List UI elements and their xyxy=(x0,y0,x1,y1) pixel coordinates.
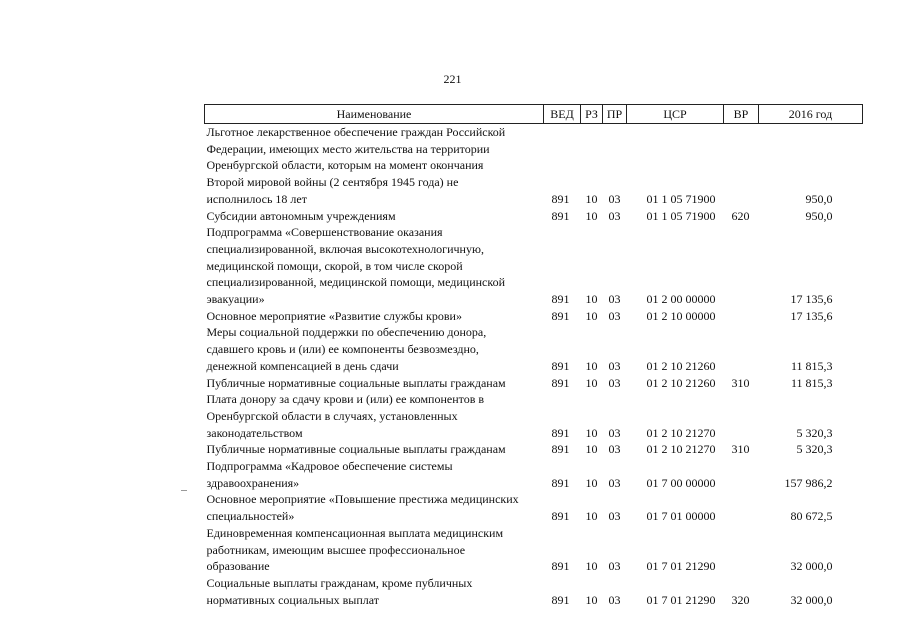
row-vr xyxy=(724,458,759,491)
row-vr: 310 xyxy=(731,442,750,457)
row-vr xyxy=(724,324,759,374)
row-name xyxy=(205,224,544,308)
header-name: Наименование xyxy=(205,105,544,124)
row-name xyxy=(205,124,544,208)
row-name-line: Основное мероприятие «Повышение престижа медицинских xyxy=(206,492,519,507)
row-csr: 01 7 01 21290 xyxy=(646,592,716,607)
row-name-line: специализированной, медицинской помощи, медицинской xyxy=(206,275,506,290)
row-name-line: Субсидии автономным учреждениям xyxy=(206,208,396,223)
row-rz: 10 xyxy=(585,191,598,206)
row-pr: 03 xyxy=(608,375,621,390)
row-pr: 03 xyxy=(608,292,621,307)
row-name-line: Публичные нормативные социальные выплаты гражданам xyxy=(206,442,506,457)
row-name xyxy=(205,441,544,458)
row-csr: 01 1 05 71900 xyxy=(646,191,716,206)
row-pr: 03 xyxy=(608,358,621,373)
row-value: 11 815,3 xyxy=(790,375,833,390)
row-name-line: специализированной, включая высокотехнологичную, xyxy=(206,241,484,256)
row-csr: 01 2 10 21270 xyxy=(646,442,716,457)
row-name-line: образование xyxy=(206,559,270,574)
row-ved: 891 xyxy=(551,475,570,490)
row-name-line: эвакуации» xyxy=(206,292,265,307)
row-name-line: Публичные нормативные социальные выплаты гражданам xyxy=(206,375,506,390)
row-rz: 10 xyxy=(585,475,598,490)
row-pr: 03 xyxy=(608,208,621,223)
row-pr: 03 xyxy=(608,592,621,607)
row-csr: 01 1 05 71900 xyxy=(646,208,716,223)
row-value: 32 000,0 xyxy=(790,559,833,574)
row-csr: 01 7 01 21290 xyxy=(646,559,716,574)
header-year: 2016 год xyxy=(759,105,863,124)
table-body xyxy=(205,124,863,609)
row-rz: 10 xyxy=(585,358,598,373)
row-value: 32 000,0 xyxy=(790,592,833,607)
row-name-line: Оренбургской области, которым на момент окончания xyxy=(206,158,484,173)
row-name xyxy=(205,458,544,491)
header-rz: РЗ xyxy=(581,105,603,124)
header-pr: ПР xyxy=(603,105,627,124)
row-vr: 320 xyxy=(731,592,750,607)
row-vr: 620 xyxy=(731,208,750,223)
row-name-line: исполнилось 18 лет xyxy=(206,191,307,206)
row-rz: 10 xyxy=(585,509,598,524)
row-ved: 891 xyxy=(551,292,570,307)
row-csr: 01 2 00 00000 xyxy=(646,292,716,307)
row-name xyxy=(205,308,544,325)
row-name-line: Льготное лекарственное обеспечение граждан Российской xyxy=(206,125,506,139)
row-csr: 01 7 00 00000 xyxy=(646,475,716,490)
row-name-line: Социальные выплаты гражданам, кроме публичных xyxy=(206,575,473,590)
row-name-line: здравоохранения» xyxy=(206,475,300,490)
row-value: 17 135,6 xyxy=(790,308,833,323)
row-name xyxy=(205,324,544,374)
row-pr: 03 xyxy=(608,559,621,574)
row-rz: 10 xyxy=(585,375,598,390)
row-name-line: Плата донору за сдачу крови и (или) ее компонентов в xyxy=(206,392,485,407)
row-value: 11 815,3 xyxy=(790,358,833,373)
row-vr xyxy=(724,525,759,575)
row-vr xyxy=(724,224,759,308)
row-name xyxy=(205,491,544,524)
row-value: 950,0 xyxy=(805,191,833,206)
budget-table xyxy=(204,104,863,608)
row-ved: 891 xyxy=(551,308,570,323)
row-name-line: Федерации, имеющих место жительства на территории xyxy=(206,141,490,156)
row-value: 157 986,2 xyxy=(784,475,833,490)
row-rz: 10 xyxy=(585,208,598,223)
row-rz: 10 xyxy=(585,442,598,457)
table-row xyxy=(205,308,863,325)
row-name-line: Основное мероприятие «Развитие службы крови» xyxy=(206,308,462,323)
table-row xyxy=(205,224,863,308)
row-name xyxy=(205,375,544,392)
row-pr: 03 xyxy=(608,509,621,524)
row-ved: 891 xyxy=(551,191,570,206)
row-rz: 10 xyxy=(585,308,598,323)
row-vr xyxy=(724,391,759,441)
table-row xyxy=(205,391,863,441)
table-header xyxy=(205,105,863,124)
row-vr: 310 xyxy=(731,375,750,390)
table-row xyxy=(205,525,863,575)
row-name-line: Второй мировой войны (2 сентября 1945 года) не xyxy=(206,175,459,190)
row-name xyxy=(205,525,544,575)
row-name-line: работникам, имеющим высшее профессиональное xyxy=(206,542,466,557)
row-csr: 01 2 10 00000 xyxy=(646,308,716,323)
row-name-line: медицинской помощи, скорой, в том числе скорой xyxy=(206,258,463,273)
row-rz: 10 xyxy=(585,592,598,607)
row-csr: 01 2 10 21260 xyxy=(646,375,716,390)
row-csr: 01 2 10 21270 xyxy=(646,425,716,440)
row-pr: 03 xyxy=(608,425,621,440)
row-name-line: Подпрограмма «Совершенствование оказания xyxy=(206,225,443,240)
row-name xyxy=(205,208,544,225)
row-ved: 891 xyxy=(551,208,570,223)
row-csr: 01 7 01 00000 xyxy=(646,509,716,524)
table-row xyxy=(205,575,863,608)
row-pr: 03 xyxy=(608,442,621,457)
row-name-line: Меры социальной поддержки по обеспечению донора, xyxy=(206,325,487,340)
row-rz: 10 xyxy=(585,559,598,574)
table-row xyxy=(205,375,863,392)
margin-mark xyxy=(181,490,187,491)
row-name-line: нормативных социальных выплат xyxy=(206,592,380,607)
row-vr xyxy=(724,308,759,325)
header-ved: ВЕД xyxy=(544,105,581,124)
row-ved: 891 xyxy=(551,559,570,574)
page-number: 221 xyxy=(443,72,462,86)
row-ved: 891 xyxy=(551,592,570,607)
table-row xyxy=(205,124,863,208)
row-ved: 891 xyxy=(551,509,570,524)
row-csr: 01 2 10 21260 xyxy=(646,358,716,373)
row-name-line: сдавшего кровь и (или) ее компоненты безвозмездно, xyxy=(206,342,479,357)
row-name-line: Оренбургской области в случаях, установленных xyxy=(206,408,458,423)
row-name xyxy=(205,391,544,441)
table-row xyxy=(205,324,863,374)
row-name-line: Единовременная компенсационная выплата медицинским xyxy=(206,525,504,540)
table-row xyxy=(205,458,863,491)
table-row xyxy=(205,491,863,524)
row-name xyxy=(205,575,544,608)
row-pr: 03 xyxy=(608,308,621,323)
row-rz: 10 xyxy=(585,292,598,307)
row-rz: 10 xyxy=(585,425,598,440)
row-name-line: специальностей» xyxy=(206,509,295,524)
row-pr: 03 xyxy=(608,191,621,206)
table-row xyxy=(205,208,863,225)
header-vr: ВР xyxy=(724,105,759,124)
row-name-line: денежной компенсацией в день сдачи xyxy=(206,358,399,373)
row-vr xyxy=(724,491,759,524)
row-value: 17 135,6 xyxy=(790,292,833,307)
row-ved: 891 xyxy=(551,442,570,457)
row-ved: 891 xyxy=(551,375,570,390)
row-value: 950,0 xyxy=(805,208,833,223)
row-value: 5 320,3 xyxy=(796,425,833,440)
row-value: 5 320,3 xyxy=(796,442,833,457)
row-value: 80 672,5 xyxy=(790,509,833,524)
table-row xyxy=(205,441,863,458)
row-name-line: законодательством xyxy=(206,425,303,440)
row-ved: 891 xyxy=(551,358,570,373)
row-pr: 03 xyxy=(608,475,621,490)
header-csr: ЦСР xyxy=(627,105,724,124)
row-vr xyxy=(724,124,759,208)
row-name-line: Подпрограмма «Кадровое обеспечение системы xyxy=(206,459,453,474)
row-ved: 891 xyxy=(551,425,570,440)
